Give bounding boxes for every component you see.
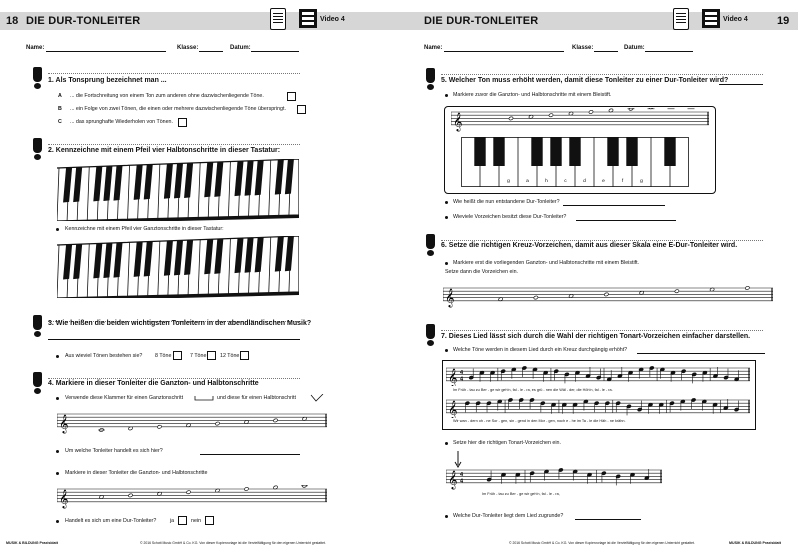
note-head bbox=[215, 421, 220, 425]
class-field[interactable] bbox=[199, 51, 223, 52]
option-letter: B bbox=[58, 106, 62, 112]
treble-clef-icon: 𝄞 bbox=[448, 367, 458, 386]
question-6-title: 6. Setze die richtigen Kreuz-Vorzeichen, damit aus dieser Skala eine E-Dur-Tonleiter wird. bbox=[441, 242, 738, 249]
worksheet-icon bbox=[270, 8, 286, 30]
svg-text:4: 4 bbox=[460, 478, 464, 485]
key-label: a bbox=[526, 179, 529, 184]
black-key bbox=[550, 137, 561, 166]
option-label: 7 Töne bbox=[190, 353, 207, 359]
video-film-icon bbox=[702, 9, 720, 28]
worksheet-icon bbox=[673, 8, 689, 30]
option-c-text: ... das sprunghafte Wiederholen von Tönen. bbox=[70, 119, 173, 125]
question-2-sub: Kennzeichne mit einem Pfeil vier Ganztonschritte in dieser Tastatur: bbox=[65, 226, 224, 232]
question-7-sub3: Welche Dur-Tonleiter liegt dem Lied zugrunde? bbox=[453, 513, 564, 519]
option-a-text: ... die Fortschreitung von einem Ton zum anderen ohne dazwischenliegende Töne. bbox=[70, 93, 264, 99]
note-head bbox=[186, 490, 191, 494]
note-head bbox=[302, 485, 307, 488]
divider bbox=[48, 144, 300, 145]
name-field[interactable] bbox=[46, 51, 166, 52]
note-head bbox=[244, 487, 249, 491]
exclamation-icon bbox=[425, 324, 436, 346]
key-label: d bbox=[583, 179, 586, 184]
bullet-icon bbox=[56, 520, 59, 523]
question-4-sub3: Markiere in dieser Tonleiter die Ganzton- und Halbtonschritte bbox=[65, 470, 208, 476]
song-staff-3[interactable] bbox=[446, 466, 662, 490]
footer-copyright: © 2016 Schott Music GmbH & Co. KG. Von dieser Kopiervorlage ist die Vervielfältigung für den eigenen Unterricht gestattet. bbox=[140, 541, 326, 545]
question-7-sub1: Welche Töne werden in diesem Lied durch ein Kreuz durchgängig erhöht? bbox=[453, 347, 628, 353]
bullet-icon bbox=[445, 94, 448, 97]
question-6-sub2: Setze dann die Vorzeichen ein. bbox=[445, 269, 519, 275]
option-label: 8 Töne bbox=[155, 353, 172, 359]
black-key bbox=[569, 137, 580, 166]
song-lyric-3: Im Früh - tau zu Ber - ge wir geh'n, fal - le - ra, bbox=[482, 492, 560, 496]
date-label: Datum: bbox=[624, 45, 645, 51]
whole-tone-bracket-icon bbox=[194, 396, 214, 402]
page-title: DIE DUR-TONLEITER bbox=[26, 15, 141, 27]
half-tone-bracket-icon bbox=[310, 394, 324, 402]
black-key bbox=[607, 137, 618, 166]
song-staff-1 bbox=[446, 364, 750, 386]
divider bbox=[48, 378, 300, 379]
question-5-sub3: Wieviele Vorzeichen besitzt diese Dur-Tonleiter? bbox=[453, 214, 567, 220]
option-label: ja bbox=[170, 518, 175, 524]
divider bbox=[441, 240, 763, 241]
question-1-title: 1. Als Tonsprung bezeichnet man ... bbox=[48, 77, 167, 84]
piano-keyboard-2[interactable] bbox=[57, 236, 299, 298]
note-head bbox=[745, 286, 750, 290]
bullet-icon bbox=[445, 262, 448, 265]
question-2-title: 2. Kennzeichne mit einem Pfeil vier Halbtonschritte in dieser Tastatur: bbox=[48, 147, 281, 154]
option-b-text: ... ein Folge von zwei Tönen, die einen oder mehrere dazwischenliegende Töne überspringt. bbox=[70, 106, 286, 112]
note-head bbox=[549, 113, 554, 117]
bullet-icon bbox=[56, 355, 59, 358]
option-letter: A bbox=[58, 93, 62, 99]
scale-staff-2[interactable] bbox=[57, 485, 327, 509]
exclamation-icon bbox=[425, 68, 436, 90]
svg-text:4: 4 bbox=[460, 370, 464, 377]
page-number: 18 bbox=[6, 15, 19, 27]
key-label: g bbox=[640, 179, 643, 184]
footer-brand: MUSIK & BILDUNG Praxisblatt bbox=[729, 541, 781, 545]
footer-brand: MUSIK & BILDUNG Praxisblatt bbox=[6, 541, 58, 545]
page-title: DIE DUR-TONLEITER bbox=[424, 15, 539, 27]
bullet-icon bbox=[445, 349, 448, 352]
question-5-sub2: Wie heißt die nun entstandene Dur-Tonleiter? bbox=[453, 199, 560, 205]
piano-keyboard-1[interactable] bbox=[57, 159, 299, 221]
option-a-checkbox[interactable] bbox=[287, 92, 296, 101]
answer-line[interactable] bbox=[563, 205, 665, 206]
song-lyric-1: Im Früh - tau zu Ber - ge wir geh'n, fal - le - ra, es grü - nen die Wäl - der, die Höh'n, fal - le - ra. bbox=[453, 388, 613, 392]
key-label: h bbox=[545, 179, 548, 184]
question-4-title: 4. Markiere in dieser Tonleiter die Ganzton- und Halbtonschritte bbox=[48, 380, 259, 387]
note-head bbox=[273, 418, 278, 422]
black-key bbox=[531, 137, 542, 166]
divider bbox=[441, 74, 763, 75]
treble-clef-icon: 𝄞 bbox=[448, 469, 458, 489]
video-label: Video 4 bbox=[320, 16, 345, 23]
question-4-sub2: Um welche Tonleiter handelt es sich hier? bbox=[65, 448, 163, 454]
question-5-sub: Markiere zuvor die Ganzton- und Halbtonschritte mit einem Bleistift. bbox=[453, 92, 612, 98]
question-4-sub1a: Verwende diese Klammer für einen Ganztonschritt bbox=[65, 395, 184, 401]
scale-staff-g[interactable] bbox=[451, 108, 709, 132]
black-key bbox=[626, 137, 637, 166]
key-label: e bbox=[602, 179, 605, 184]
question-5-title: 5. Welcher Ton muss erhöht werden, damit diese Tonleiter zu einer Dur-Tonleiter wird? bbox=[441, 77, 729, 84]
exclamation-icon bbox=[32, 372, 43, 394]
yes-checkbox[interactable] bbox=[178, 516, 187, 525]
note-head bbox=[589, 110, 594, 114]
option-7-checkbox[interactable] bbox=[207, 351, 216, 360]
song-staff-2 bbox=[446, 396, 750, 418]
bullet-icon bbox=[445, 216, 448, 219]
labeled-keyboard[interactable] bbox=[461, 137, 689, 187]
footer-copyright: © 2016 Schott Music GmbH & Co. KG. Von dieser Kopiervorlage ist die Vervielfältigung für den eigenen Unterricht gestattet. bbox=[509, 541, 695, 545]
bullet-icon bbox=[445, 201, 448, 204]
video-label: Video 4 bbox=[723, 16, 748, 23]
bullet-icon bbox=[56, 228, 59, 231]
bullet-icon bbox=[56, 472, 59, 475]
date-field[interactable] bbox=[251, 51, 299, 52]
question-7-title: 7. Dieses Lied lässt sich durch die Wahl der richtigen Tonart-Vorzeichen einfacher darstellen. bbox=[441, 333, 751, 340]
key-label: f bbox=[621, 179, 624, 184]
right-page bbox=[399, 0, 798, 558]
name-field[interactable] bbox=[444, 51, 564, 52]
bullet-icon bbox=[445, 442, 448, 445]
option-c-checkbox[interactable] bbox=[178, 118, 187, 127]
option-letter: C bbox=[58, 119, 62, 125]
black-key bbox=[474, 137, 485, 166]
question-4-sub4: Handelt es sich um eine Dur-Tonleiter? bbox=[65, 518, 157, 524]
divider bbox=[48, 73, 300, 74]
name-label: Name: bbox=[424, 45, 443, 51]
svg-text:4: 4 bbox=[460, 472, 464, 479]
exclamation-icon bbox=[32, 67, 43, 89]
question-7-sub2: Setze hier die richtigen Tonart-Vorzeichen ein. bbox=[453, 440, 561, 446]
date-field[interactable] bbox=[645, 51, 693, 52]
note-head bbox=[157, 425, 162, 429]
name-label: Name: bbox=[26, 45, 45, 51]
question-4-sub1b: und diese für einen Halbtonschritt bbox=[217, 395, 296, 401]
video-film-icon bbox=[299, 9, 317, 28]
answer-line[interactable] bbox=[48, 339, 300, 340]
note-head bbox=[674, 289, 679, 293]
option-label: nein bbox=[191, 518, 202, 524]
class-label: Klasse: bbox=[572, 45, 594, 51]
answer-line[interactable] bbox=[575, 519, 641, 520]
bullet-icon bbox=[56, 397, 59, 400]
class-field[interactable] bbox=[594, 51, 618, 52]
bullet-icon bbox=[56, 450, 59, 453]
answer-line[interactable] bbox=[576, 220, 676, 221]
treble-clef-icon: 𝄞 bbox=[453, 111, 463, 131]
divider bbox=[441, 330, 763, 331]
exclamation-icon bbox=[425, 234, 436, 256]
question-3-sub: Aus wieviel Tönen bestehen sie? bbox=[65, 353, 143, 359]
note-head bbox=[128, 493, 133, 497]
treble-clef-icon: 𝄞 bbox=[59, 488, 69, 508]
answer-line[interactable] bbox=[200, 454, 300, 455]
black-key bbox=[493, 137, 504, 166]
treble-clef-icon: 𝄞 bbox=[448, 399, 458, 418]
treble-clef-icon: 𝄞 bbox=[59, 413, 69, 433]
no-checkbox[interactable] bbox=[205, 516, 214, 525]
key-label: c bbox=[564, 179, 567, 184]
answer-line[interactable] bbox=[637, 353, 765, 354]
song-lyric-2: Wir wan - dern oh - ne Sor - gen, sin - gend in den Mor - gen, noch e - he im Ta - le die Häh - ne krähn. bbox=[453, 419, 626, 423]
exclamation-icon bbox=[32, 315, 43, 337]
option-12-checkbox[interactable] bbox=[240, 351, 249, 360]
bullet-icon bbox=[445, 515, 448, 518]
option-b-checkbox[interactable] bbox=[297, 105, 306, 114]
date-label: Datum: bbox=[230, 45, 251, 51]
page-number: 19 bbox=[777, 15, 790, 27]
note-head bbox=[604, 292, 609, 296]
exclamation-icon bbox=[32, 138, 43, 160]
option-8-checkbox[interactable] bbox=[173, 351, 182, 360]
scale-staff-e[interactable] bbox=[443, 284, 773, 308]
note-head bbox=[533, 295, 538, 299]
treble-clef-icon: 𝄞 bbox=[445, 287, 455, 307]
class-label: Klasse: bbox=[177, 45, 199, 51]
scale-staff-1[interactable] bbox=[57, 410, 327, 434]
note-head bbox=[509, 116, 514, 120]
svg-text:4: 4 bbox=[460, 376, 464, 383]
answer-line[interactable] bbox=[719, 84, 763, 85]
note-head bbox=[629, 108, 634, 111]
key-label: g bbox=[507, 179, 510, 184]
option-label: 12 Töne bbox=[220, 353, 240, 359]
question-3-title: 3. Wie heißen die beiden wichtigsten Tonleitern in der abendländischen Musik? bbox=[48, 320, 312, 327]
black-key bbox=[664, 137, 675, 166]
question-6-sub1: Markiere erst die vorliegenden Ganzton- und Halbtonschritte mit einem Bleistift. bbox=[453, 260, 640, 266]
